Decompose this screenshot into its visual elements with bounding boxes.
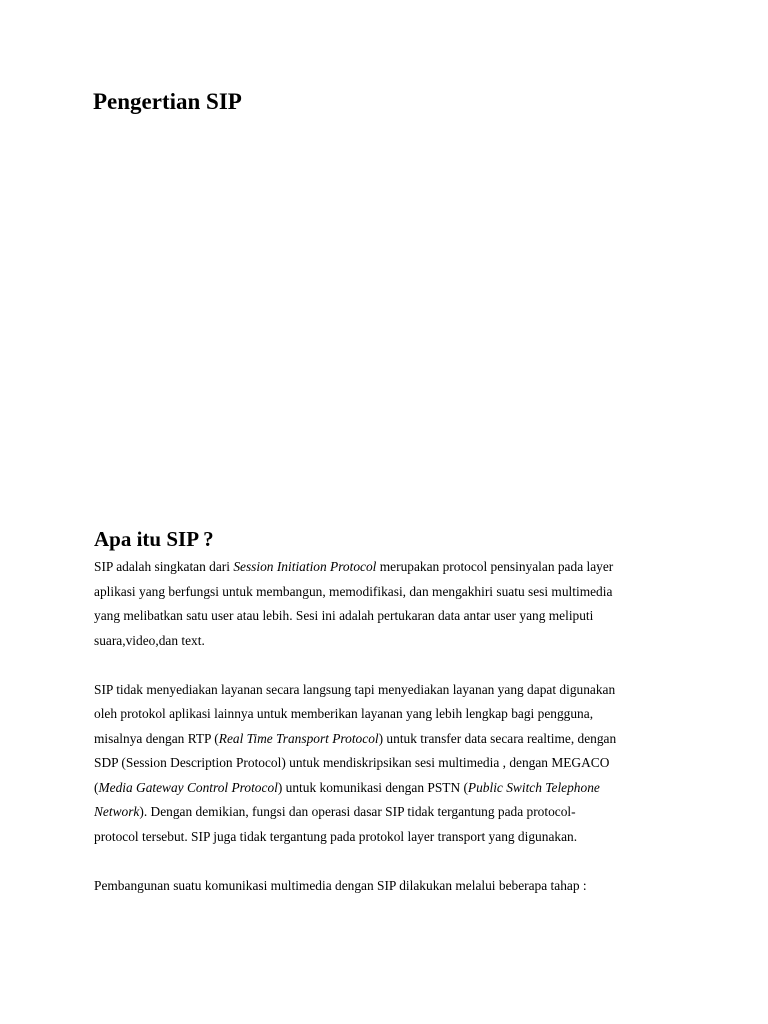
paragraph-3-line-1: Pembangunan suatu komunikasi multimedia dengan SIP dilakukan melalui beberapa tahap : — [94, 877, 587, 893]
italic-term: Media Gateway Control Protocol — [98, 779, 278, 795]
page-title: Pengertian SIP — [93, 89, 242, 114]
paragraph-2-line-1: SIP tidak menyediakan layanan secara langsung tapi menyediakan layanan yang dapat digunakan — [94, 681, 616, 697]
paragraph-2-line-7: protocol tersebut. SIP juga tidak tergantung pada protokol layer transport yang digunakan. — [94, 828, 578, 844]
text-run: ). Dengan demikian, fungsi dan operasi dasar SIP tidak tergantung pada protocol- — [139, 804, 576, 819]
text-run: ) untuk komunikasi dengan PSTN ( — [277, 779, 468, 795]
paragraph-2-line-4: SDP (Session Description Protocol) untuk mendiskripsikan sesi multimedia , dengan MEGACO — [94, 755, 610, 770]
text-run: merupakan protocol pensinyalan pada layer — [376, 559, 614, 574]
italic-term: Real Time Transport Protocol — [218, 730, 379, 746]
section-heading: Apa itu SIP ? — [94, 527, 214, 551]
section-apa-itu-sip — [94, 526, 694, 898]
paragraph-3 — [94, 874, 694, 899]
text-run: ) untuk transfer data secara realtime, dengan — [378, 730, 617, 746]
text-run: SIP adalah singkatan dari — [94, 559, 234, 574]
italic-term: Network — [94, 804, 140, 819]
paragraph-2 — [94, 678, 694, 850]
paragraph-1-line-4: suara,video,dan text. — [94, 632, 205, 648]
paragraph-2-line-2: oleh protokol aplikasi lainnya untuk memberikan layanan yang lebih lengkap bagi pengguna, — [94, 706, 594, 721]
paragraph-1-line-3: yang melibatkan satu user atau lebih. Sesi ini adalah pertukaran data antar user yang meliputi — [94, 608, 594, 623]
paragraph-2-line-5 — [94, 776, 694, 801]
italic-term: Public Switch Telephone — [467, 779, 600, 795]
paragraph-2-line-6 — [94, 800, 694, 825]
text-run: misalnya dengan RTP ( — [94, 730, 219, 746]
paragraph-2-line-3 — [94, 727, 694, 752]
italic-term: Session Initiation Protocol — [233, 559, 377, 574]
paragraph-1-line-1 — [94, 555, 694, 580]
text-run: ( — [94, 779, 99, 795]
paragraph-1 — [94, 555, 694, 653]
paragraph-1-line-2: aplikasi yang berfungsi untuk membangun, memodifikasi, dan mengakhiri suatu sesi multimedia — [94, 583, 613, 599]
